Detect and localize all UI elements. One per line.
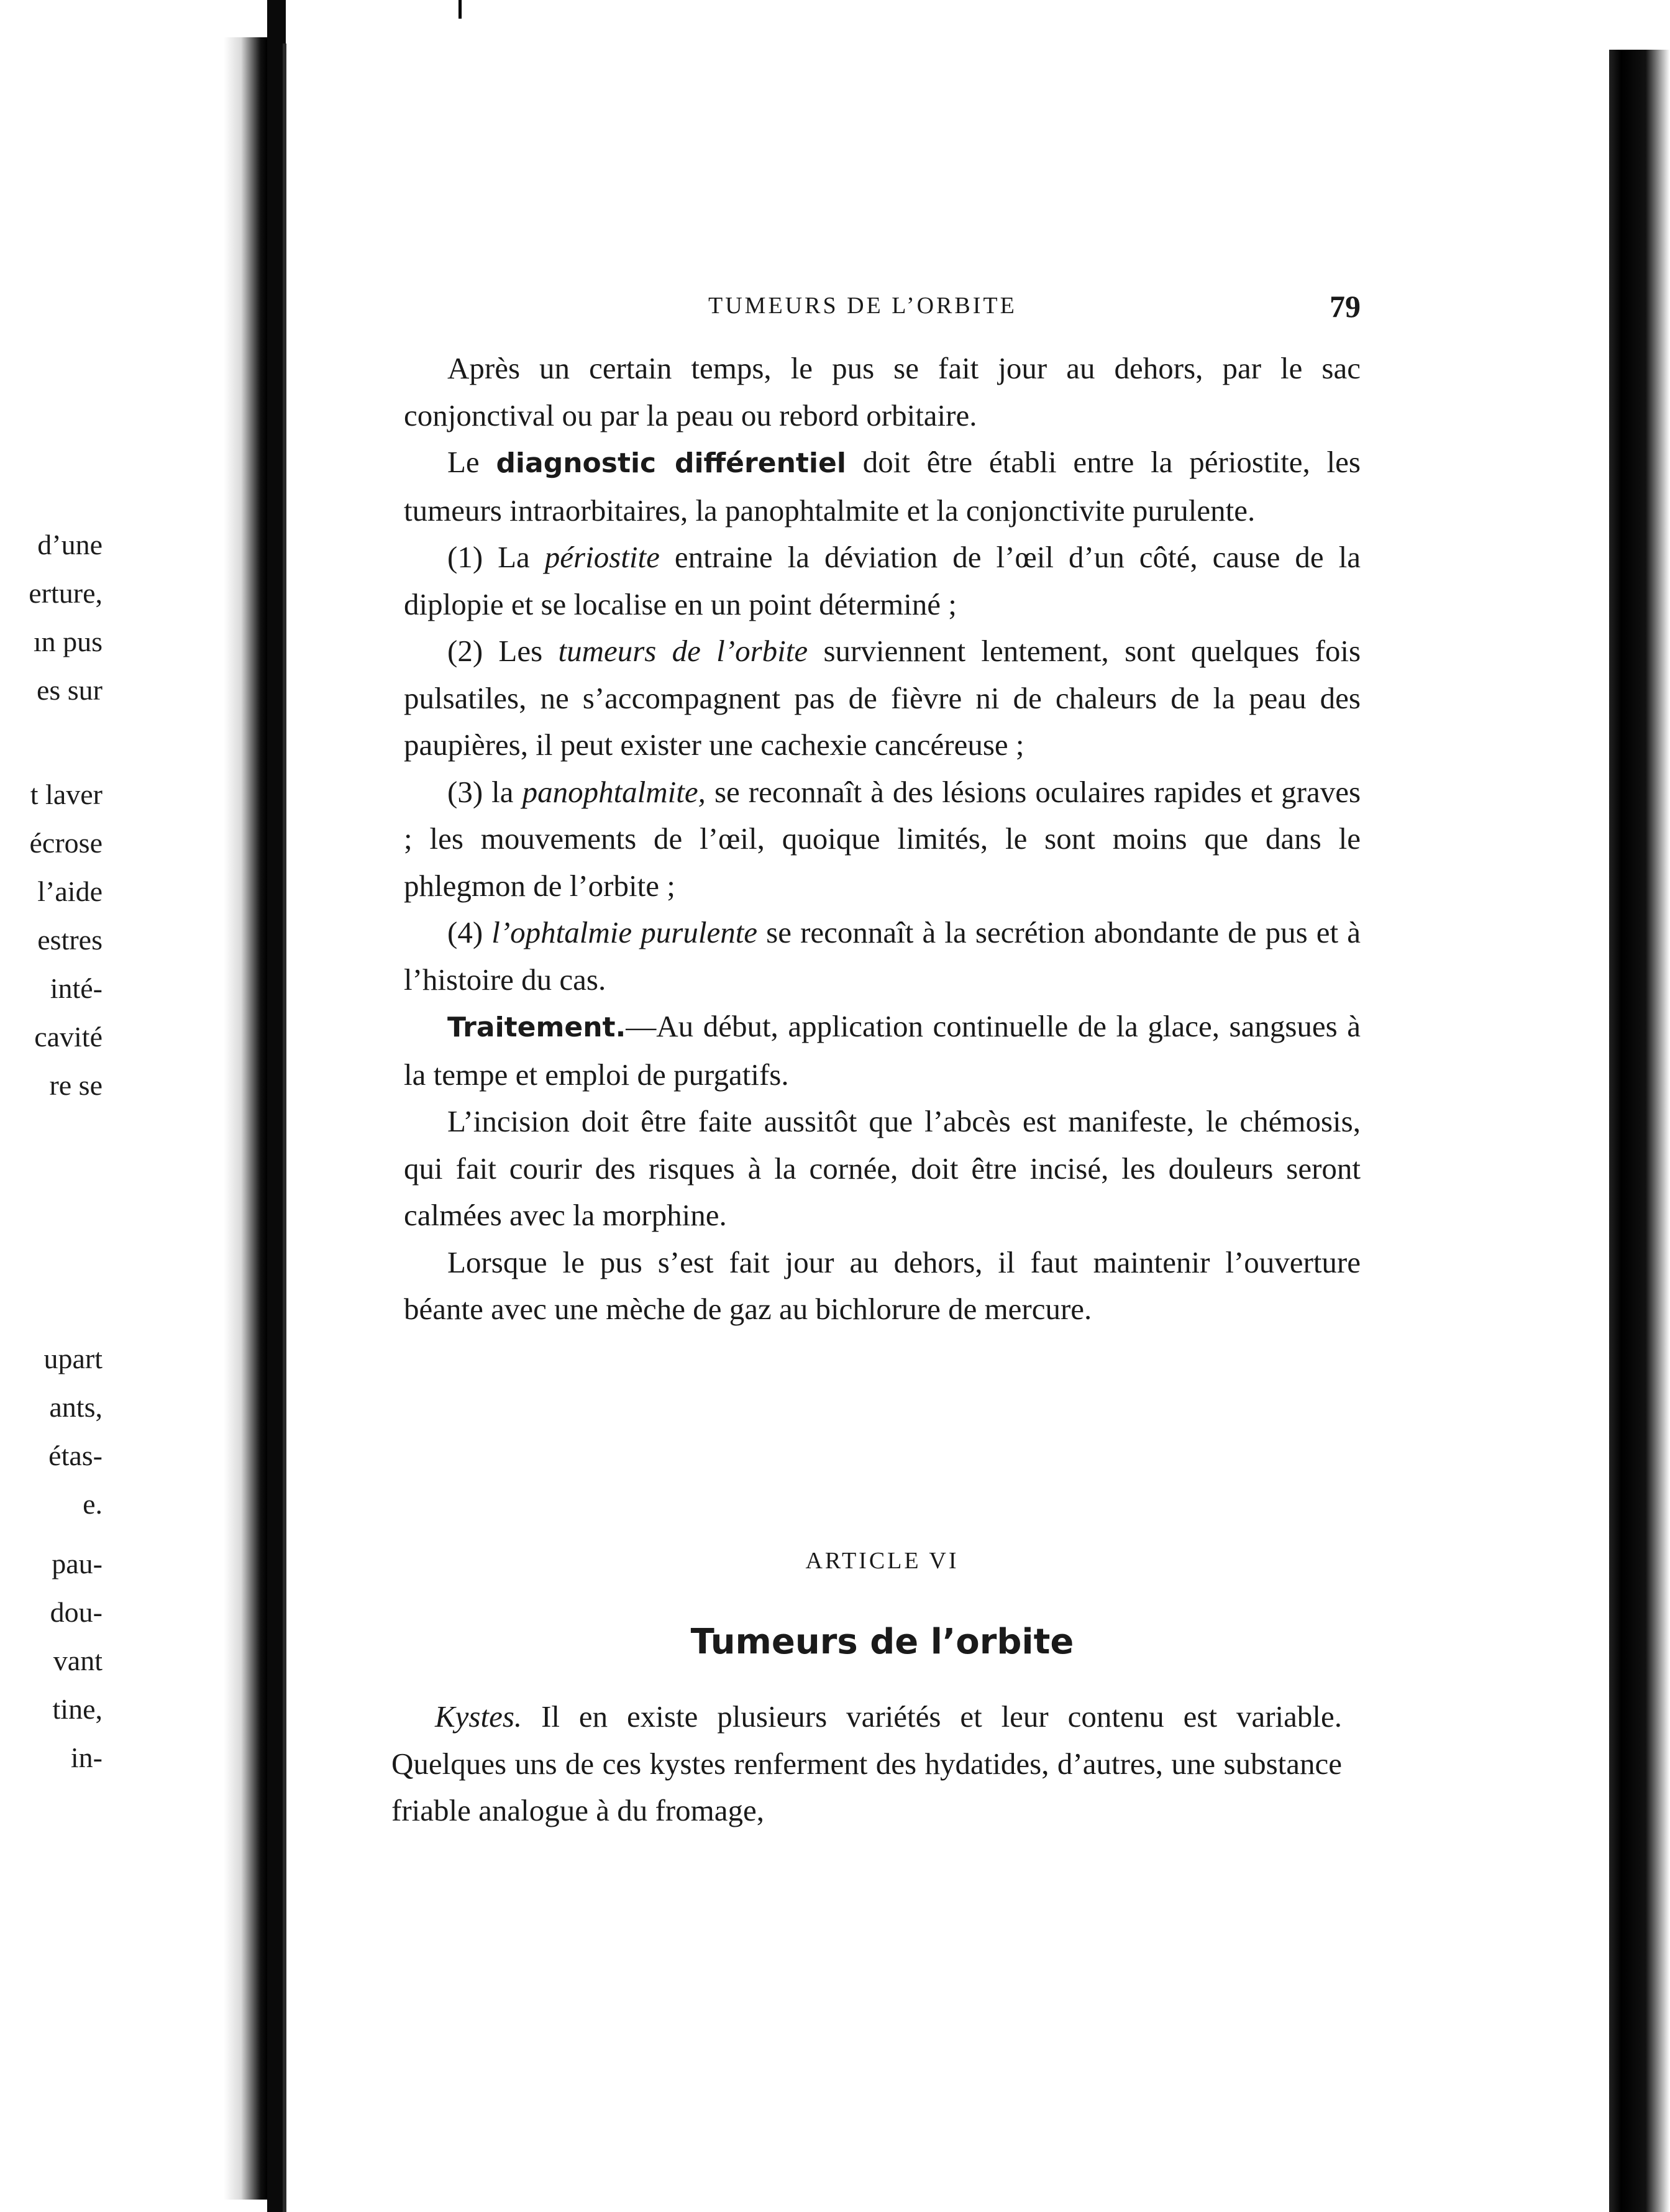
left-fragment: dou- (50, 1596, 103, 1628)
scan-crop-mark (459, 0, 462, 19)
left-fragment: étas- (48, 1440, 103, 1471)
paragraph: Après un certain temps, le pus se fait jour au dehors, par le sac conjonctival ou par la peau ou rebord orbitaire. (404, 351, 1361, 432)
list-item (404, 628, 1361, 769)
body-text-section (391, 1693, 1342, 1834)
text: (2) Les (447, 634, 543, 668)
text: —Au début, application continuelle de la glace, sangsues à la tempe et emploi de purgatifs. (404, 1009, 1361, 1092)
italic-term: tumeurs de l’orbite (558, 634, 808, 668)
paragraph: Lorsque le pus s’est fait jour au dehors, il faut maintenir l’ouverture béante avec une mèche de gaz au bichlorure de mercure. (404, 1245, 1361, 1326)
left-fragment: in- (70, 1742, 103, 1773)
text: doit être établi entre la périostite, les tumeurs intraorbitaires, la panophtalmite et la conjonctivite purulente. (404, 445, 1361, 528)
text: surviennent lentement, sont quelques fois pulsatiles, ne s’accompagnent pas de fièvre ni de chaleurs de la peau des paupières, il peut exister une cachexie cancéreuse ; (404, 634, 1361, 762)
left-facing-page (0, 0, 267, 2212)
section-title: Tumeurs de l’orbite (690, 1622, 1074, 1662)
right-page-edge-shadow (1609, 50, 1670, 2212)
left-fragment: d’une (37, 529, 103, 560)
article-label: ARTICLE VI (805, 1548, 959, 1574)
left-fragment: es sur (36, 674, 103, 706)
left-fragment: l’aide (37, 875, 103, 907)
left-fragment: e. (83, 1488, 103, 1520)
left-fragment: re se (49, 1069, 103, 1101)
running-title: TUMEURS DE L’ORBITE (708, 293, 1017, 319)
italic-term: périostite (544, 540, 660, 574)
list-item (404, 534, 1361, 628)
left-fragment: t laver (30, 779, 103, 810)
text: se reconnaît à la secrétion abondante de pus et à l’histoire du cas. (404, 915, 1361, 997)
running-head (410, 289, 1361, 336)
paragraph (391, 1693, 1342, 1834)
text: Il en existe plusieurs variétés et leur contenu est variable. Quelques uns de ces kystes renferment des hydatides, d’autres, une substance friable analogue à du fromage, (391, 1699, 1343, 1827)
left-page-edge-shadow (224, 37, 267, 2200)
italic-term: panophtalmite, (522, 774, 706, 809)
text: entraine la déviation de l’œil d’un côté, cause de la diplopie et se localise en un point déterminé ; (404, 540, 1361, 621)
left-fragment: inté- (50, 972, 103, 1004)
left-fragment: upart (43, 1343, 103, 1374)
paragraph (404, 439, 1361, 534)
left-fragment: écrose (29, 827, 103, 859)
left-fragment: vant (53, 1645, 103, 1676)
italic-term: l’ophtalmie purulente (491, 915, 758, 949)
text: se reconnaît à des lésions oculaires rapides et graves ; les mouvements de l’œil, quoique limités, le sont moins que dans le phlegmon de l’orbite ; (404, 774, 1361, 903)
bold-term: Traitement. (447, 1012, 626, 1043)
paragraph: L’incision doit être faite aussitôt que l’abcès est manifeste, le chémosis, qui fait courir des risques à la cornée, doit être incisé, les douleurs seront calmées avec la morphine. (404, 1104, 1361, 1232)
paragraph (404, 1003, 1361, 1098)
left-fragment: tine, (52, 1693, 103, 1725)
page-number: 79 (1330, 289, 1361, 324)
body-text (404, 345, 1361, 1333)
left-fragment: pau- (52, 1548, 103, 1579)
text: (1) La (447, 540, 530, 574)
bold-term: diagnostic différentiel (496, 447, 846, 479)
text: (4) (447, 915, 483, 949)
list-item (404, 909, 1361, 1003)
left-fragment: erture, (29, 577, 103, 609)
left-fragment: ın pus (33, 626, 103, 657)
text: (3) la (447, 774, 514, 809)
left-fragment: cavité (34, 1021, 103, 1053)
left-fragment: ants, (49, 1391, 103, 1423)
list-item (404, 769, 1361, 910)
italic-term: Kystes. (435, 1699, 522, 1734)
text: Le (447, 445, 480, 479)
left-fragment: estres (37, 924, 103, 956)
